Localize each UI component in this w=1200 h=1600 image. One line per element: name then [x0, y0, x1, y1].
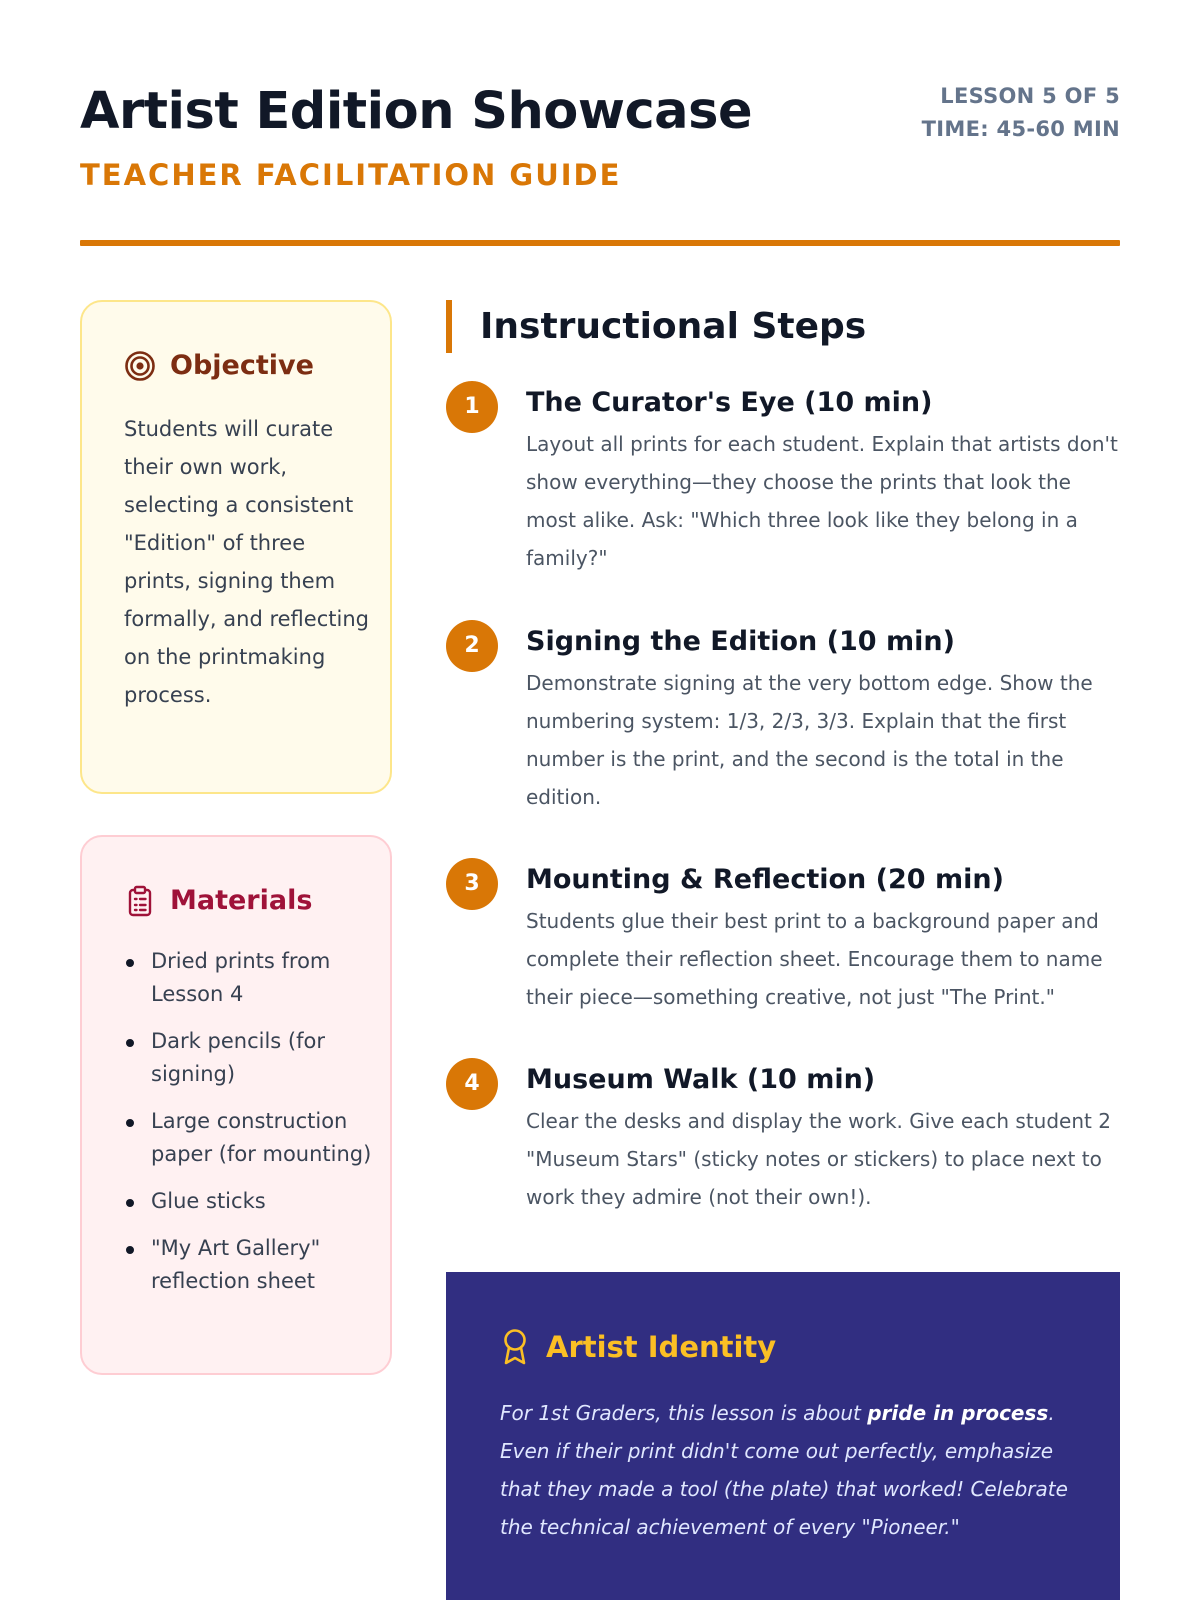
step-title: Signing the Edition (10 min) [526, 626, 955, 657]
step-body: Students glue their best print to a background paper and complete their reflection sheet. Encourage them to name their piece—something creative, not just "The Print." [526, 909, 1103, 1009]
clipboard-icon [124, 885, 156, 917]
step-number-badge: 2 [446, 620, 498, 672]
steps-heading: Instructional Steps [446, 300, 866, 353]
artist-identity-callout [446, 1272, 1120, 1600]
identity-text [500, 1394, 1080, 1546]
identity-heading [500, 1326, 776, 1368]
page-title: Artist Edition Showcase [80, 82, 753, 141]
identity-text-rest: . Even if their print didn't come out perfectly, emphasize that they made a tool (the plate) that worked! Celebrate the technical achievement of every "Pioneer." [500, 1401, 1068, 1539]
page-subtitle: TEACHER FACILITATION GUIDE [80, 158, 622, 192]
materials-item: "My Art Gallery" reflection sheet [124, 1232, 374, 1298]
objective-heading [124, 346, 314, 386]
materials-heading-label: Materials [170, 885, 313, 916]
page-header [80, 78, 1120, 248]
step-number-badge: 1 [446, 381, 498, 433]
identity-text-emphasis: pride in process [867, 1401, 1049, 1425]
identity-heading-label: Artist Identity [546, 1330, 777, 1364]
lesson-time: TIME: 45-60 MIN [921, 117, 1120, 141]
step-title: The Curator's Eye (10 min) [526, 387, 933, 418]
identity-text-lead: For 1st Graders, this lesson is about [500, 1401, 868, 1425]
award-icon [500, 1328, 530, 1366]
step-body: Layout all prints for each student. Explain that artists don't show everything—they choose the prints that look the most alike. Ask: "Which three look like they belong in a family?" [526, 432, 1118, 570]
target-icon [124, 350, 156, 382]
step-body: Demonstrate signing at the very bottom edge. Show the numbering system: 1/3, 2/3, 3/3. Explain that the first number is the print, and the second is the total in the edition. [526, 671, 1093, 809]
lesson-number: LESSON 5 OF 5 [940, 84, 1120, 108]
objective-heading-label: Objective [170, 350, 314, 381]
materials-item: Dried prints from Lesson 4 [124, 945, 374, 1011]
objective-text: Students will curate their own work, selecting a consistent "Edition" of three prints, signing them formally, and reflecting on the printmaking process. [124, 417, 369, 707]
materials-item: Glue sticks [124, 1185, 374, 1218]
lesson-meta [922, 80, 1120, 146]
lesson-page [80, 0, 1120, 1600]
materials-list [124, 945, 374, 1312]
step-number-badge: 3 [446, 858, 498, 910]
materials-card [80, 835, 392, 1375]
step-title: Museum Walk (10 min) [526, 1064, 876, 1095]
materials-item: Dark pencils (for signing) [124, 1025, 374, 1091]
materials-heading [124, 881, 312, 921]
header-divider [80, 240, 1120, 246]
step-title: Mounting & Reflection (20 min) [526, 864, 1004, 895]
step-number-badge: 4 [446, 1058, 498, 1110]
step-body: Clear the desks and display the work. Give each student 2 "Museum Stars" (sticky notes or stickers) to place next to work they admire (not their own!). [526, 1109, 1111, 1209]
materials-item: Large construction paper (for mounting) [124, 1105, 374, 1171]
objective-card [80, 300, 392, 794]
